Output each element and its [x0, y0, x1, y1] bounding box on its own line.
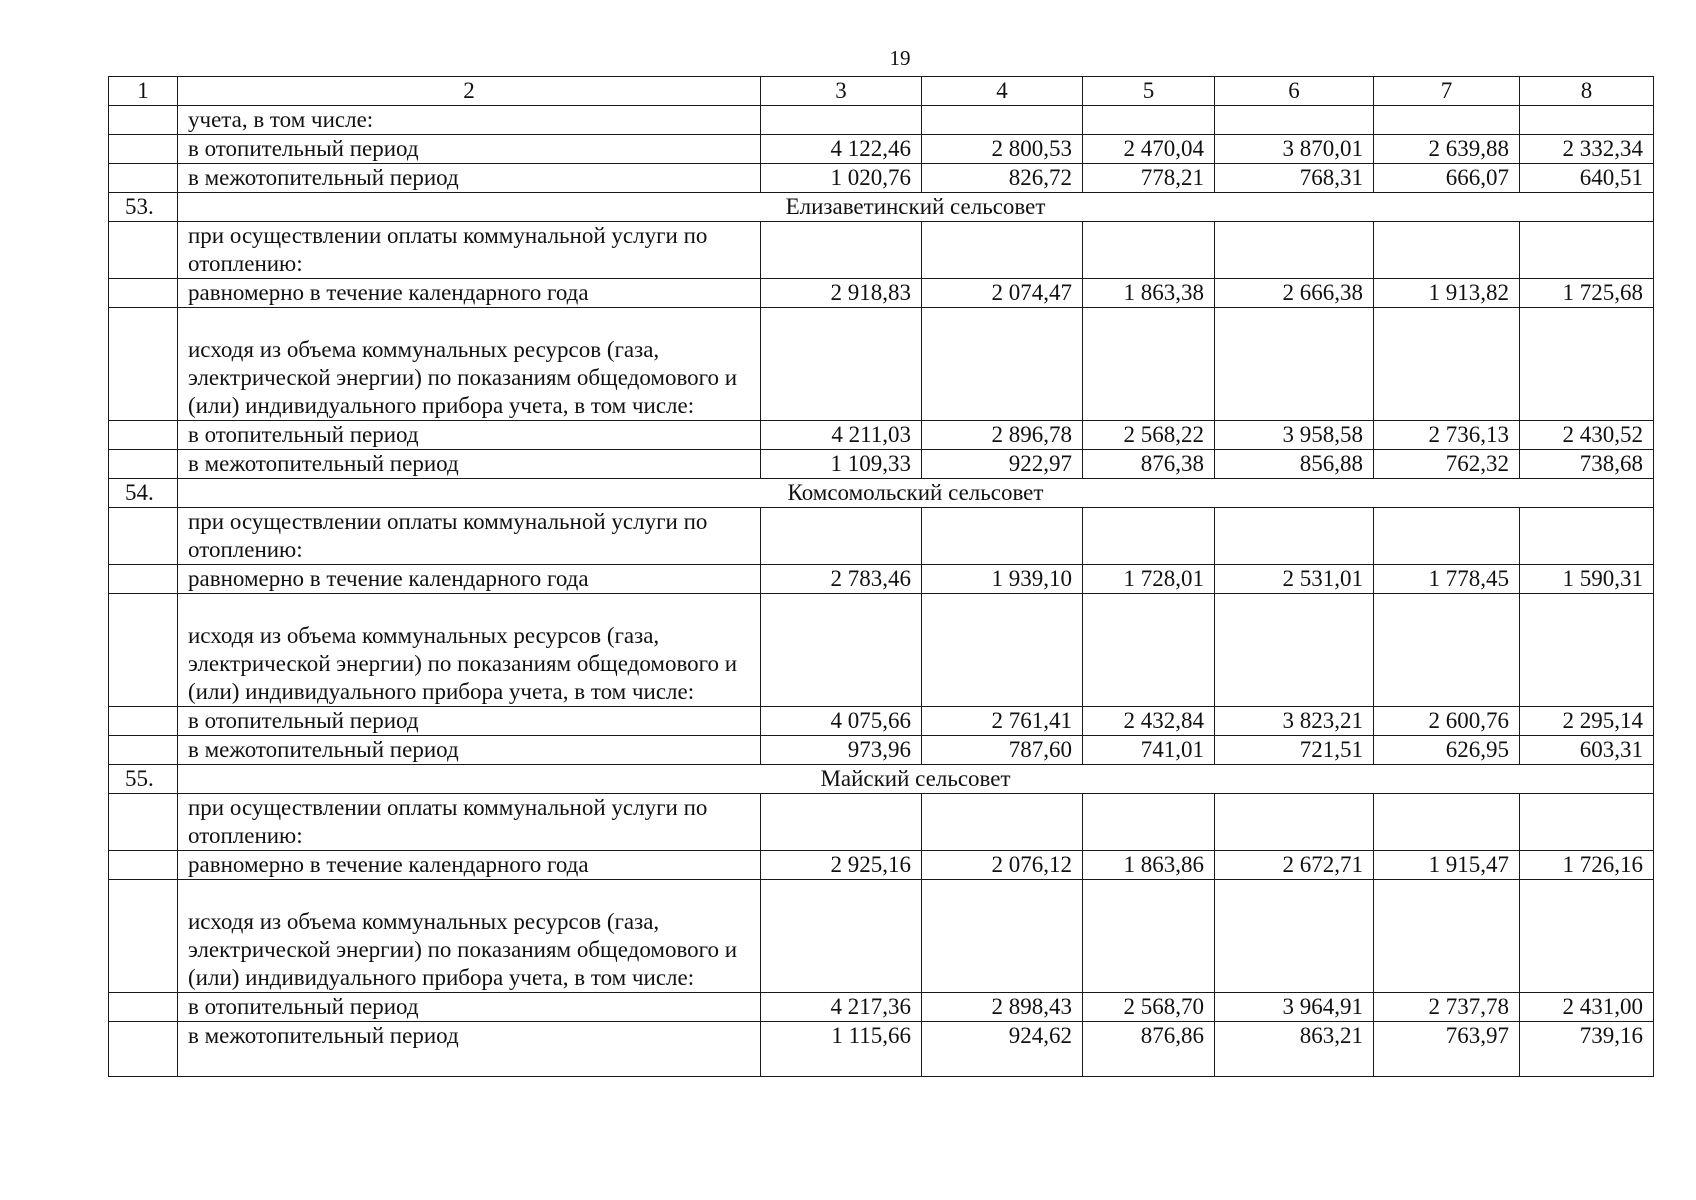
- value-cell: 4 122,46: [761, 135, 922, 164]
- description-cell: равномерно в течение календарного года: [178, 279, 761, 308]
- region-row: [109, 479, 1654, 508]
- region-row: [109, 193, 1654, 222]
- value-cell: [761, 222, 922, 279]
- value-cell: [922, 222, 1083, 279]
- value-cell: [1083, 222, 1215, 279]
- column-header: 3: [761, 77, 922, 106]
- description-cell: исходя из объема коммунальных ресурсов (газа, электрической энергии) по показаниям общедомового и (или) индивидуального прибора учета, в том числе:: [178, 308, 761, 421]
- value-cell: 1 725,68: [1520, 279, 1654, 308]
- value-cell: [1374, 880, 1520, 993]
- value-cell: [1083, 794, 1215, 851]
- table-row: [109, 1022, 1654, 1077]
- description-cell: в отопительный период: [178, 707, 761, 736]
- table-row: [109, 164, 1654, 193]
- value-cell: [922, 106, 1083, 135]
- value-cell: 2 600,76: [1374, 707, 1520, 736]
- region-row: [109, 765, 1654, 794]
- description-cell: исходя из объема коммунальных ресурсов (газа, электрической энергии) по показаниям общедомового и (или) индивидуального прибора учета, в том числе:: [178, 594, 761, 707]
- region-name: Майский сельсовет: [178, 765, 1654, 794]
- value-cell: [1083, 880, 1215, 993]
- value-cell: [761, 880, 922, 993]
- value-cell: 787,60: [922, 736, 1083, 765]
- value-cell: [761, 794, 922, 851]
- value-cell: 1 939,10: [922, 565, 1083, 594]
- region-name: Комсомольский сельсовет: [178, 479, 1654, 508]
- value-cell: 721,51: [1215, 736, 1374, 765]
- value-cell: 738,68: [1520, 450, 1654, 479]
- value-cell: 2 898,43: [922, 993, 1083, 1022]
- value-cell: 2 332,34: [1520, 135, 1654, 164]
- value-cell: 603,31: [1520, 736, 1654, 765]
- description-cell: исходя из объема коммунальных ресурсов (газа, электрической энергии) по показаниям общедомового и (или) индивидуального прибора учета, в том числе:: [178, 880, 761, 993]
- value-cell: 2 568,22: [1083, 421, 1215, 450]
- value-cell: 1 728,01: [1083, 565, 1215, 594]
- description-cell: в отопительный период: [178, 421, 761, 450]
- description-cell: при осуществлении оплаты коммунальной услуги по отоплению:: [178, 222, 761, 279]
- index-cell: [109, 164, 178, 193]
- index-cell: [109, 594, 178, 707]
- value-cell: [1083, 508, 1215, 565]
- value-cell: 768,31: [1215, 164, 1374, 193]
- description-cell: в отопительный период: [178, 135, 761, 164]
- value-cell: [761, 508, 922, 565]
- table-row: [109, 106, 1654, 135]
- value-cell: 763,97: [1374, 1022, 1520, 1077]
- value-cell: [1520, 594, 1654, 707]
- column-header: 7: [1374, 77, 1520, 106]
- value-cell: [1215, 222, 1374, 279]
- value-cell: 626,95: [1374, 736, 1520, 765]
- description-cell: в межотопительный период: [178, 1022, 761, 1077]
- table-row: [109, 707, 1654, 736]
- value-cell: 4 075,66: [761, 707, 922, 736]
- index-cell: [109, 508, 178, 565]
- table-row: [109, 993, 1654, 1022]
- column-header: 2: [178, 77, 761, 106]
- index-cell: [109, 565, 178, 594]
- column-header: 6: [1215, 77, 1374, 106]
- value-cell: 924,62: [922, 1022, 1083, 1077]
- value-cell: 1 863,38: [1083, 279, 1215, 308]
- value-cell: [922, 308, 1083, 421]
- value-cell: [1083, 308, 1215, 421]
- index-cell: [109, 736, 178, 765]
- value-cell: 2 783,46: [761, 565, 922, 594]
- value-cell: [1374, 308, 1520, 421]
- region-name: Елизаветинский сельсовет: [178, 193, 1654, 222]
- value-cell: 1 863,86: [1083, 851, 1215, 880]
- value-cell: 4 217,36: [761, 993, 922, 1022]
- column-header: 8: [1520, 77, 1654, 106]
- value-cell: [1083, 594, 1215, 707]
- description-cell: в межотопительный период: [178, 164, 761, 193]
- value-cell: [922, 794, 1083, 851]
- value-cell: [761, 308, 922, 421]
- value-cell: 3 958,58: [1215, 421, 1374, 450]
- value-cell: 2 295,14: [1520, 707, 1654, 736]
- value-cell: 1 726,16: [1520, 851, 1654, 880]
- value-cell: 973,96: [761, 736, 922, 765]
- description-cell: в межотопительный период: [178, 450, 761, 479]
- table-row: [109, 794, 1654, 851]
- index-cell: [109, 308, 178, 421]
- value-cell: [1520, 308, 1654, 421]
- value-cell: 2 761,41: [922, 707, 1083, 736]
- index-cell: [109, 222, 178, 279]
- value-cell: 1 590,31: [1520, 565, 1654, 594]
- value-cell: [1215, 880, 1374, 993]
- value-cell: 1 020,76: [761, 164, 922, 193]
- index-cell: [109, 106, 178, 135]
- index-cell: [109, 450, 178, 479]
- description-cell: учета, в том числе:: [178, 106, 761, 135]
- table-row: [109, 851, 1654, 880]
- value-cell: 1 915,47: [1374, 851, 1520, 880]
- table-row: [109, 135, 1654, 164]
- value-cell: [1520, 880, 1654, 993]
- value-cell: 739,16: [1520, 1022, 1654, 1077]
- value-cell: [1520, 222, 1654, 279]
- value-cell: [1215, 594, 1374, 707]
- table-row: [109, 450, 1654, 479]
- index-cell: [109, 279, 178, 308]
- value-cell: [1215, 794, 1374, 851]
- description-cell: при осуществлении оплаты коммунальной услуги по отоплению:: [178, 794, 761, 851]
- table-row: [109, 222, 1654, 279]
- value-cell: 2 431,00: [1520, 993, 1654, 1022]
- column-header: 1: [109, 77, 178, 106]
- index-cell: [109, 1022, 178, 1077]
- value-cell: [922, 880, 1083, 993]
- value-cell: 826,72: [922, 164, 1083, 193]
- column-header: 5: [1083, 77, 1215, 106]
- tariff-table: [108, 76, 1654, 1077]
- value-cell: [1374, 794, 1520, 851]
- value-cell: [1520, 508, 1654, 565]
- index-cell: [109, 993, 178, 1022]
- value-cell: 876,86: [1083, 1022, 1215, 1077]
- value-cell: 2 074,47: [922, 279, 1083, 308]
- value-cell: [1215, 308, 1374, 421]
- value-cell: 2 568,70: [1083, 993, 1215, 1022]
- value-cell: 640,51: [1520, 164, 1654, 193]
- description-cell: в отопительный период: [178, 993, 761, 1022]
- value-cell: 2 430,52: [1520, 421, 1654, 450]
- value-cell: 856,88: [1215, 450, 1374, 479]
- value-cell: 863,21: [1215, 1022, 1374, 1077]
- value-cell: 2 925,16: [761, 851, 922, 880]
- value-cell: 2 896,78: [922, 421, 1083, 450]
- value-cell: 2 737,78: [1374, 993, 1520, 1022]
- value-cell: 762,32: [1374, 450, 1520, 479]
- description-cell: равномерно в течение календарного года: [178, 851, 761, 880]
- value-cell: [1215, 106, 1374, 135]
- value-cell: 1 778,45: [1374, 565, 1520, 594]
- value-cell: [1520, 106, 1654, 135]
- table-row: [109, 308, 1654, 421]
- value-cell: 2 736,13: [1374, 421, 1520, 450]
- region-index: 54.: [109, 479, 178, 508]
- value-cell: [922, 594, 1083, 707]
- table-row: [109, 508, 1654, 565]
- index-cell: [109, 794, 178, 851]
- value-cell: [1374, 222, 1520, 279]
- table-body: [109, 77, 1654, 1077]
- value-cell: 666,07: [1374, 164, 1520, 193]
- region-index: 55.: [109, 765, 178, 794]
- value-cell: 2 432,84: [1083, 707, 1215, 736]
- value-cell: 2 531,01: [1215, 565, 1374, 594]
- page-number: 19: [889, 46, 911, 70]
- value-cell: 2 666,38: [1215, 279, 1374, 308]
- value-cell: [922, 508, 1083, 565]
- value-cell: [761, 106, 922, 135]
- table-row: [109, 594, 1654, 707]
- index-cell: [109, 851, 178, 880]
- value-cell: [1374, 106, 1520, 135]
- index-cell: [109, 707, 178, 736]
- value-cell: 2 800,53: [922, 135, 1083, 164]
- value-cell: 778,21: [1083, 164, 1215, 193]
- table-row: [109, 736, 1654, 765]
- value-cell: [761, 594, 922, 707]
- description-cell: равномерно в течение календарного года: [178, 565, 761, 594]
- column-header-row: [109, 77, 1654, 106]
- value-cell: 1 913,82: [1374, 279, 1520, 308]
- value-cell: [1215, 508, 1374, 565]
- value-cell: 1 109,33: [761, 450, 922, 479]
- value-cell: 3 870,01: [1215, 135, 1374, 164]
- value-cell: 3 964,91: [1215, 993, 1374, 1022]
- value-cell: [1083, 106, 1215, 135]
- description-cell: в межотопительный период: [178, 736, 761, 765]
- value-cell: 2 076,12: [922, 851, 1083, 880]
- table-row: [109, 565, 1654, 594]
- value-cell: 1 115,66: [761, 1022, 922, 1077]
- value-cell: [1374, 508, 1520, 565]
- region-index: 53.: [109, 193, 178, 222]
- index-cell: [109, 135, 178, 164]
- value-cell: 2 918,83: [761, 279, 922, 308]
- value-cell: 2 470,04: [1083, 135, 1215, 164]
- value-cell: [1520, 794, 1654, 851]
- column-header: 4: [922, 77, 1083, 106]
- table-row: [109, 880, 1654, 993]
- value-cell: 4 211,03: [761, 421, 922, 450]
- value-cell: 922,97: [922, 450, 1083, 479]
- description-cell: при осуществлении оплаты коммунальной услуги по отоплению:: [178, 508, 761, 565]
- table-row: [109, 279, 1654, 308]
- value-cell: 2 672,71: [1215, 851, 1374, 880]
- value-cell: [1374, 594, 1520, 707]
- value-cell: 741,01: [1083, 736, 1215, 765]
- value-cell: 3 823,21: [1215, 707, 1374, 736]
- value-cell: 876,38: [1083, 450, 1215, 479]
- index-cell: [109, 421, 178, 450]
- table-row: [109, 421, 1654, 450]
- value-cell: 2 639,88: [1374, 135, 1520, 164]
- index-cell: [109, 880, 178, 993]
